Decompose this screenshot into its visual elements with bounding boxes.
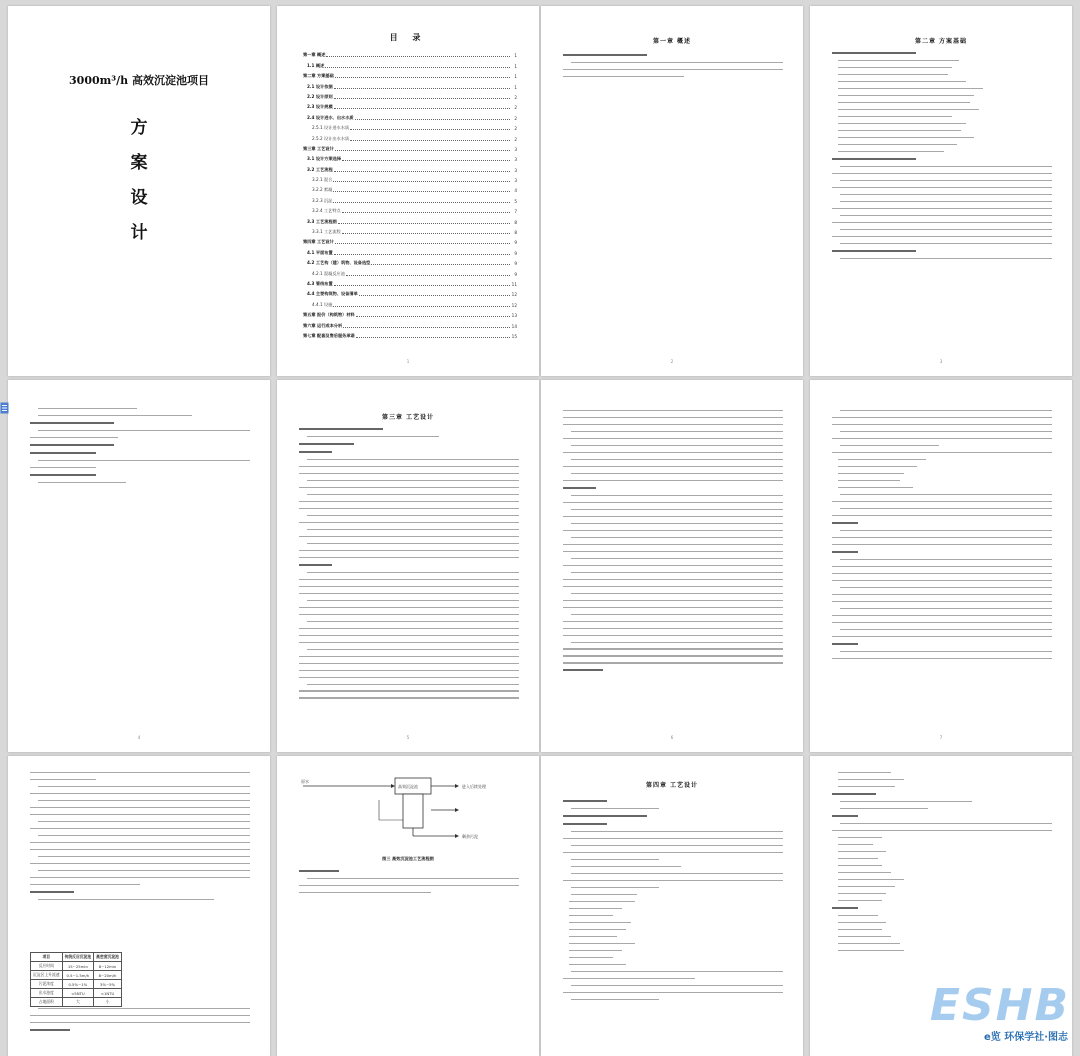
toc-leader-dots [334, 285, 510, 286]
table-cell: 沉淀区上升流速 [31, 971, 63, 980]
toc-entry-label: 2.5.1 设计进水水质 [312, 125, 350, 131]
chapter-title: 第三章 工艺设计 [381, 414, 435, 421]
toc-entry[interactable] [303, 245, 517, 255]
toc-entry-label: 3.2.4 工艺特点 [312, 208, 341, 214]
toc-leader-dots [335, 243, 510, 244]
diagram-right-label: 进入后续处理 [462, 784, 486, 789]
toc-entry-label: 2.1 设计依据 [307, 83, 333, 89]
toc-entry[interactable] [303, 287, 517, 297]
toc-entry[interactable] [303, 100, 517, 110]
text-block [30, 408, 250, 489]
table-cell: 3%~5% [94, 980, 122, 989]
toc-page-number: 2 [514, 126, 517, 132]
toc-entry[interactable] [303, 193, 517, 203]
toc-entry-label: 2.5.2 设计出水水质 [312, 135, 350, 141]
diagram-bottom-label: 剩余污泥 [462, 834, 478, 839]
cover-char: 案 [130, 153, 148, 173]
toc-page-number: 3 [514, 157, 517, 163]
toc-entry[interactable] [303, 173, 517, 183]
page-number: 1 [406, 359, 410, 364]
document-page [277, 380, 539, 752]
toc-leader-dots [350, 129, 510, 130]
toc-list [303, 48, 517, 339]
toc-page-number: 11 [511, 281, 517, 287]
table-cell: 占地面积 [31, 998, 63, 1007]
toc-entry-label: 2.4 设计进水、出水水质 [307, 114, 354, 120]
toc-leader-dots [334, 171, 510, 172]
toc-entry[interactable] [303, 152, 517, 162]
toc-entry-label: 4.4 主要构筑物、设备清单 [307, 291, 358, 297]
chapter-title: 第二章 方案基础 [914, 38, 968, 45]
toc-entry-label: 第一章 概述 [303, 52, 326, 58]
toc-leader-dots [356, 316, 510, 317]
diagram-box-label: 高效沉淀池 [398, 784, 418, 789]
document-page [8, 380, 270, 752]
table-row [31, 989, 122, 998]
document-page [541, 380, 803, 752]
text-block [299, 428, 519, 704]
toc-page-number: 4 [514, 188, 517, 194]
toc-page-number: 3 [514, 167, 517, 173]
toc-entry[interactable] [303, 79, 517, 89]
toc-leader-dots [335, 150, 510, 151]
toc-entry-label: 第五章 报价（构筑物）材料 [303, 312, 355, 318]
toc-leader-dots [342, 233, 510, 234]
toc-leader-dots [334, 88, 510, 89]
toc-leader-dots [356, 337, 510, 338]
toc-entry[interactable] [303, 214, 517, 224]
toc-entry-label: 3.2.1 混合 [312, 177, 333, 183]
toc-entry-label: 2.2 设计原则 [307, 93, 333, 99]
table-cell: 大 [62, 998, 94, 1007]
cover-char: 方 [130, 118, 148, 138]
toc-entry-label: 3.2.3 沉淀 [312, 197, 333, 203]
document-page [277, 756, 539, 1056]
table-header-row [31, 953, 122, 962]
toc-page-number: 12 [511, 292, 517, 298]
text-block [30, 1008, 250, 1037]
comparison-table [30, 952, 122, 1007]
toc-leader-dots [326, 56, 510, 57]
toc-leader-dots [350, 140, 510, 141]
toc-entry-label: 4.3 管线布置 [307, 280, 333, 286]
toc-page-number: 2 [514, 136, 517, 142]
toc-entry[interactable] [303, 110, 517, 120]
table-cell: 8~20m/h [94, 971, 122, 980]
text-block [563, 410, 783, 677]
table-header: 项目 [31, 953, 63, 962]
toc-page-number: 8 [514, 219, 517, 225]
toc-leader-dots [343, 327, 510, 328]
toc-leader-dots [371, 264, 510, 265]
toc-leader-dots [342, 212, 510, 213]
toc-leader-dots [333, 191, 510, 192]
document-page [810, 6, 1072, 376]
toc-entry[interactable] [303, 277, 517, 287]
toc-page-number: 1 [514, 74, 517, 80]
toc-page-number: 9 [514, 271, 517, 277]
toc-entry[interactable] [303, 329, 517, 339]
toc-entry-label: 第二章 方案基础 [303, 73, 334, 79]
table-row [31, 971, 122, 980]
toc-entry[interactable] [303, 58, 517, 68]
toc-leader-dots [333, 202, 510, 203]
toc-leader-dots [333, 181, 510, 182]
toc-leader-dots [334, 108, 510, 109]
process-flow-diagram [295, 770, 521, 850]
toc-entry[interactable] [303, 266, 517, 276]
toc-entry[interactable] [303, 90, 517, 100]
text-block [832, 410, 1052, 664]
page-number: 2 [670, 359, 674, 364]
toc-entry[interactable] [303, 308, 517, 318]
text-block [832, 772, 1052, 957]
toc-entry[interactable] [303, 318, 517, 328]
table-cell: 反应时间 [31, 962, 63, 971]
document-page [8, 756, 270, 1056]
toc-entry[interactable] [303, 142, 517, 152]
toc-page-number: 12 [511, 302, 517, 308]
toc-entry-label: 3.2 工艺流程 [307, 166, 333, 172]
toc-leader-dots [334, 98, 510, 99]
toc-entry-label: 4.4.1 设施 [312, 301, 333, 307]
toc-leader-dots [333, 306, 510, 307]
text-block [30, 772, 250, 906]
watermark-logo [910, 980, 1070, 1043]
toc-page-number: 3 [514, 146, 517, 152]
toc-entry[interactable] [303, 121, 517, 131]
table-cell: 污泥浓度 [31, 980, 63, 989]
toc-page-number: 15 [511, 333, 517, 339]
document-page [541, 6, 803, 376]
toc-leader-dots [355, 119, 510, 120]
toc-entry-label: 2.3 设计规模 [307, 104, 333, 110]
toc-page-number: 14 [511, 323, 517, 329]
toc-entry-label: 第三章 工艺设计 [303, 145, 334, 151]
toc-entry[interactable] [303, 48, 517, 58]
page-number: 6 [670, 735, 674, 740]
toc-entry-label: 4.2.1 混凝反应池 [312, 270, 345, 276]
toc-entry[interactable] [303, 69, 517, 79]
toc-page-number: 9 [514, 250, 517, 256]
document-page [810, 380, 1072, 752]
table-cell: 0.5%~1% [62, 980, 94, 989]
table-cell: <5NTU [62, 989, 94, 998]
toc-entry-label: 3.1 设计方案选择 [307, 156, 342, 162]
table-header: 传统反应沉淀池 [62, 953, 94, 962]
watermark-text: ESHB [929, 980, 1070, 1031]
toc-page-number: 7 [514, 209, 517, 215]
text-block [832, 52, 1052, 265]
toc-leader-dots [335, 77, 510, 78]
toc-page-number: 3 [514, 178, 517, 184]
page-number: 4 [137, 735, 141, 740]
toc-entry-label: 第七章 配套及售后服务承诺 [303, 332, 355, 338]
watermark-subtitle: e览 环保学社·图志 [983, 1032, 1068, 1043]
toc-page-number: 1 [514, 84, 517, 90]
cover-char: 设 [130, 188, 148, 208]
diagram-caption: 图三 高效沉淀池工艺流程图 [382, 856, 434, 861]
toc-page-number: 1 [514, 63, 517, 69]
toc-entry-label: 3.3 工艺流程图 [307, 218, 337, 224]
toc-page-number: 8 [514, 230, 517, 236]
text-block [299, 870, 519, 899]
table-cell: 8~12min [94, 962, 122, 971]
page-number: 7 [939, 735, 943, 740]
toc-entry-label: 第六章 运行成本分析 [303, 322, 343, 328]
toc-leader-dots [334, 254, 510, 255]
toc-entry-label: 1.1 概述 [307, 62, 325, 68]
toc-entry-label: 3.3.1 工艺流程 [312, 229, 341, 235]
toc-entry[interactable] [303, 297, 517, 307]
table-header: 高密度沉淀池 [94, 953, 122, 962]
diagram-left-label: 原水 [301, 779, 309, 784]
table-cell: 15~25min [62, 962, 94, 971]
cover-characters [8, 111, 270, 251]
page-number: 3 [939, 359, 943, 364]
toc-entry[interactable] [303, 131, 517, 141]
cover-title: 3000m³/h 高效沉淀池项目 [69, 74, 209, 87]
table-row [31, 998, 122, 1007]
chapter-title: 第四章 工艺设计 [645, 782, 699, 789]
document-icon [0, 402, 9, 414]
toc-page-number: 2 [514, 105, 517, 111]
toc-entry-label: 第四章 工艺设计 [303, 239, 334, 245]
toc-entry[interactable] [303, 204, 517, 214]
toc-leader-dots [342, 160, 510, 161]
toc-leader-dots [338, 223, 510, 224]
cover-page [8, 6, 270, 376]
toc-page-number: 1 [514, 53, 517, 59]
table-cell: 小 [94, 998, 122, 1007]
toc-page-number: 2 [514, 94, 517, 100]
toc-page-number: 2 [514, 115, 517, 121]
text-block [563, 54, 783, 83]
toc-entry[interactable] [303, 162, 517, 172]
toc-page-number: 9 [514, 240, 517, 246]
toc-entry[interactable] [303, 256, 517, 266]
toc-leader-dots [359, 295, 510, 296]
toc-heading: 目 录 [389, 33, 427, 42]
toc-leader-dots [346, 275, 510, 276]
toc-entry[interactable] [303, 183, 517, 193]
table-cell: <1NTU [94, 989, 122, 998]
toc-leader-dots [325, 67, 510, 68]
table-cell: 0.5~1.5m/h [62, 971, 94, 980]
table-row [31, 962, 122, 971]
cover-char: 计 [130, 223, 148, 243]
document-page [541, 756, 803, 1056]
toc-page-number: 9 [514, 261, 517, 267]
toc-page-number: 13 [511, 313, 517, 319]
toc-entry-label: 3.2.2 絮凝 [312, 187, 333, 193]
text-block [563, 800, 783, 1006]
page-number: 5 [406, 735, 410, 740]
toc-page-number: 5 [514, 198, 517, 204]
toc-entry-label: 4.1 平面布置 [307, 249, 333, 255]
toc-entry[interactable] [303, 225, 517, 235]
chapter-title: 第一章 概述 [652, 38, 692, 45]
toc-entry[interactable] [303, 235, 517, 245]
table-row [31, 980, 122, 989]
toc-page [277, 6, 539, 376]
table-cell: 出水浊度 [31, 989, 63, 998]
toc-entry-label: 4.2 工艺构（建）筑物、设备选型 [307, 260, 371, 266]
